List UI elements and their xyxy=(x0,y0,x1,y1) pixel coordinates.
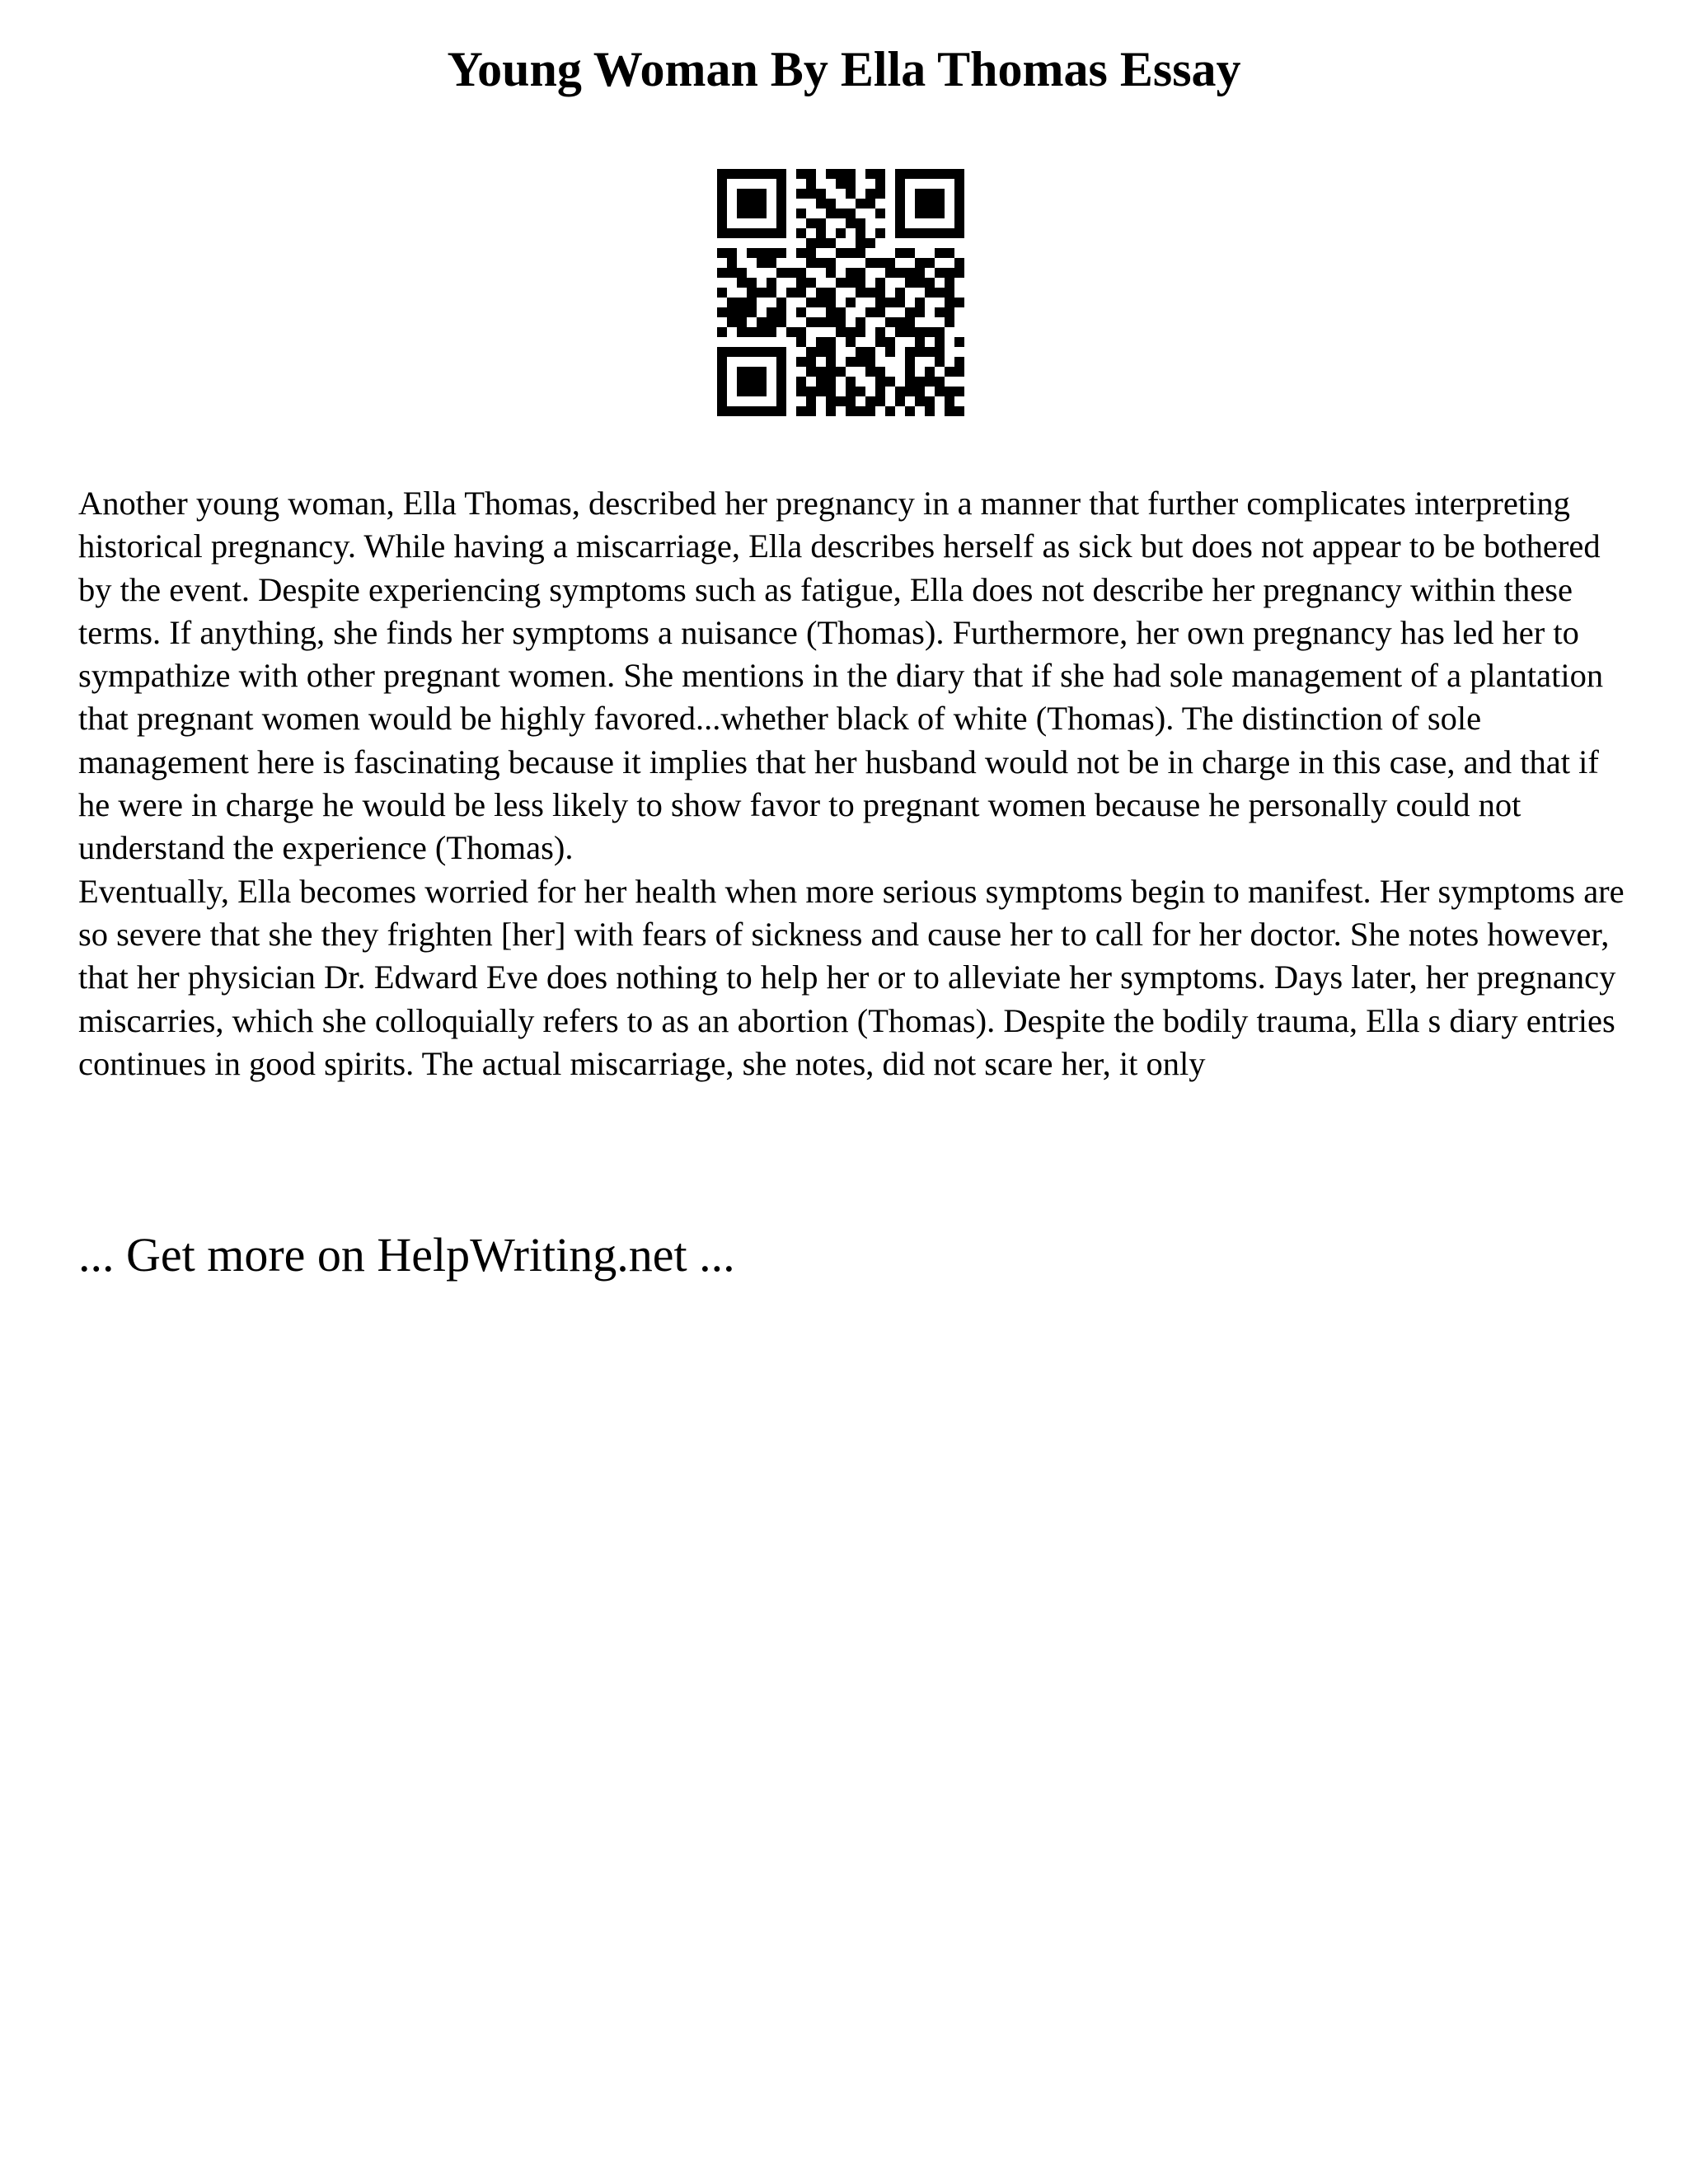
get-more-link[interactable]: ... Get more on HelpWriting.net ... xyxy=(78,1228,735,1282)
essay-paragraph-2: Eventually, Ella becomes worried for her health when more serious symptoms begin to manifest. Her symptoms are so severe that she they frighten [her] with fears of sickness and cause her to call for her doctor. She notes however, that her physician Dr. Edward Eve does nothing to help her or to alleviate her symptoms. Days later, her pregnancy miscarries, which she colloquially refers to as an abortion (Thomas). Despite the bodily trauma, Ella s diary entries continues in good spirits. The actual miscarriage, she notes, did not scare her, it only xyxy=(78,872,1625,1082)
qr-code-icon xyxy=(717,169,964,416)
essay-body xyxy=(78,482,1628,1085)
document-title: Young Woman By Ella Thomas Essay xyxy=(447,42,1241,96)
essay-paragraph-1: Another young woman, Ella Thomas, described her pregnancy in a manner that further complicates interpreting historical pregnancy. While having a miscarriage, Ella describes herself as sick but does not appear to be bothered by the event. Despite experiencing symptoms such as fatigue, Ella does not describe her pregnancy within these terms. If anything, she finds her symptoms a nuisance (Thomas). Furthermore, her own pregnancy has led her to sympathize with other pregnant women. She mentions in the diary that if she had sole management of a plantation that pregnant women would be highly favored...whether black of white (Thomas). The distinction of sole management here is fascinating because it implies that her husband would not be in charge in this case, and that if he were in charge he would be less likely to show favor to pregnant women because he personally could not understand the experience (Thomas). xyxy=(78,485,1604,867)
